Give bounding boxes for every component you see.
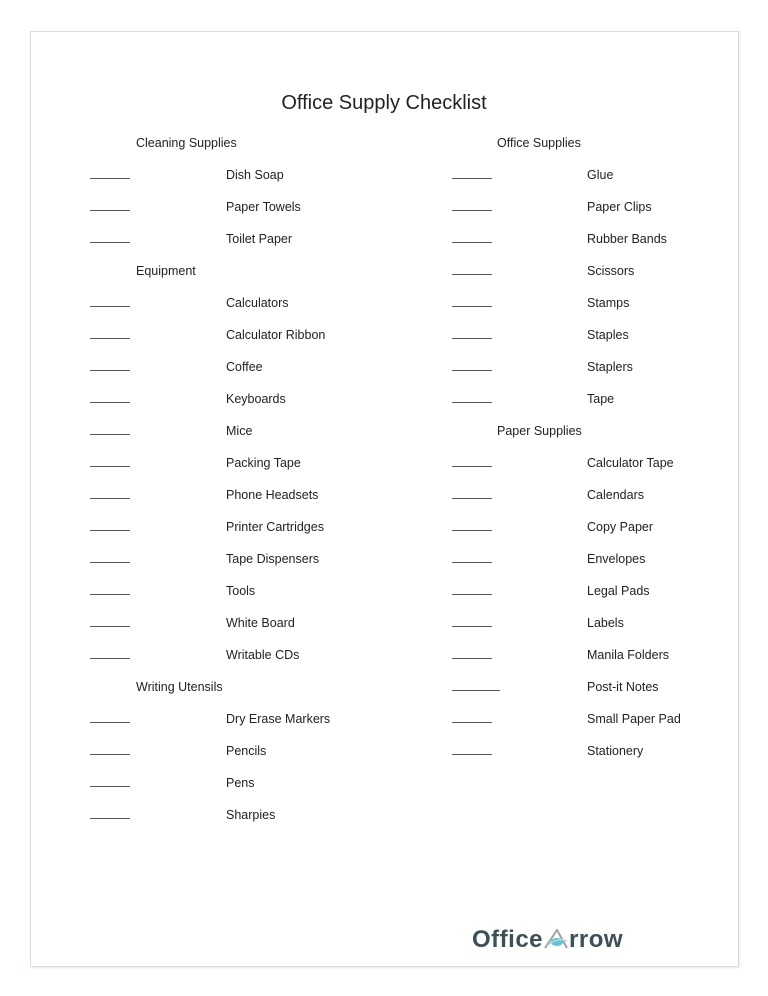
checklist-item — [0, 230, 768, 248]
check-blank-line[interactable] — [452, 338, 492, 339]
item-label: Packing Tape — [226, 456, 301, 470]
check-blank-line[interactable] — [452, 242, 492, 243]
checklist-item — [0, 742, 768, 760]
check-blank-line[interactable] — [452, 626, 492, 627]
checklist-item — [0, 262, 768, 280]
checklist-item — [0, 678, 768, 696]
item-label: Labels — [587, 616, 624, 630]
check-blank-line[interactable] — [452, 530, 492, 531]
section-title: Writing Utensils — [136, 680, 223, 694]
check-blank-line[interactable] — [452, 562, 492, 563]
checklist-item — [0, 166, 768, 184]
item-label: Calculator Tape — [587, 456, 674, 470]
section-header — [0, 422, 768, 440]
checklist-item — [0, 518, 768, 536]
item-label: Manila Folders — [587, 648, 669, 662]
item-label: Paper Clips — [587, 200, 652, 214]
item-label: Keyboards — [226, 392, 286, 406]
document-title: Office Supply Checklist — [281, 92, 487, 114]
item-label: Pens — [226, 776, 255, 790]
item-label: Phone Headsets — [226, 488, 319, 502]
item-label: Rubber Bands — [587, 232, 667, 246]
item-label: Staplers — [587, 360, 633, 374]
item-label: Staples — [587, 328, 629, 342]
item-label: Paper Towels — [226, 200, 301, 214]
section-title: Paper Supplies — [497, 424, 582, 438]
checklist-item — [0, 198, 768, 216]
item-label: Pencils — [226, 744, 267, 758]
item-label: Stamps — [587, 296, 630, 310]
item-label: Glue — [587, 168, 614, 182]
logo-text-right: rrow — [569, 926, 624, 953]
checklist-item — [0, 550, 768, 568]
checklist-item — [0, 710, 768, 728]
item-label: Calendars — [587, 488, 644, 502]
check-blank-line[interactable] — [90, 786, 130, 787]
item-label: White Board — [226, 616, 295, 630]
check-blank-line[interactable] — [452, 498, 492, 499]
item-label: Stationery — [587, 744, 644, 758]
item-label: Sharpies — [226, 808, 276, 822]
item-label: Envelopes — [587, 552, 646, 566]
item-label: Dry Erase Markers — [226, 712, 331, 726]
checklist-item — [0, 774, 768, 792]
item-label: Tools — [226, 584, 256, 598]
section-header — [0, 134, 768, 152]
check-blank-line[interactable] — [452, 722, 492, 723]
checklist-item — [0, 326, 768, 344]
check-blank-line[interactable] — [452, 658, 492, 659]
check-blank-line[interactable] — [452, 370, 492, 371]
item-label: Legal Pads — [587, 584, 650, 598]
item-label: Tape — [587, 392, 615, 406]
check-blank-line[interactable] — [90, 818, 130, 819]
item-label: Toilet Paper — [226, 232, 293, 246]
checklist-item — [0, 486, 768, 504]
checklist-item — [0, 294, 768, 312]
officearrow-logo — [472, 926, 623, 954]
item-label: Small Paper Pad — [587, 712, 681, 726]
check-blank-line[interactable] — [452, 402, 492, 403]
item-label: Tape Dispensers — [226, 552, 320, 566]
check-blank-line[interactable] — [452, 466, 492, 467]
section-title: Office Supplies — [497, 136, 581, 150]
check-blank-line[interactable] — [452, 210, 492, 211]
item-label: Calculator Ribbon — [226, 328, 326, 342]
check-blank-line[interactable] — [452, 274, 492, 275]
arrow-logo-icon — [543, 928, 569, 948]
item-label: Post-it Notes — [587, 680, 659, 694]
item-label: Mice — [226, 424, 253, 438]
item-label: Calculators — [226, 296, 289, 310]
checklist-item — [0, 582, 768, 600]
item-label: Dish Soap — [226, 168, 284, 182]
checklist-item — [0, 646, 768, 664]
item-label: Copy Paper — [587, 520, 654, 534]
check-blank-line[interactable] — [452, 306, 492, 307]
section-title: Equipment — [136, 264, 196, 278]
checklist-item — [0, 358, 768, 376]
checklist-item — [0, 614, 768, 632]
check-blank-line[interactable] — [452, 178, 492, 179]
item-label: Scissors — [587, 264, 635, 278]
check-blank-line[interactable] — [452, 690, 500, 691]
checklist-item — [0, 454, 768, 472]
check-blank-line[interactable] — [452, 594, 492, 595]
item-label: Printer Cartridges — [226, 520, 324, 534]
checklist-item — [0, 806, 768, 824]
item-label: Writable CDs — [226, 648, 300, 662]
logo-text-left: Office — [472, 926, 544, 953]
check-blank-line[interactable] — [452, 754, 492, 755]
item-label: Coffee — [226, 360, 263, 374]
checklist-item — [0, 390, 768, 408]
section-title: Cleaning Supplies — [136, 136, 237, 150]
